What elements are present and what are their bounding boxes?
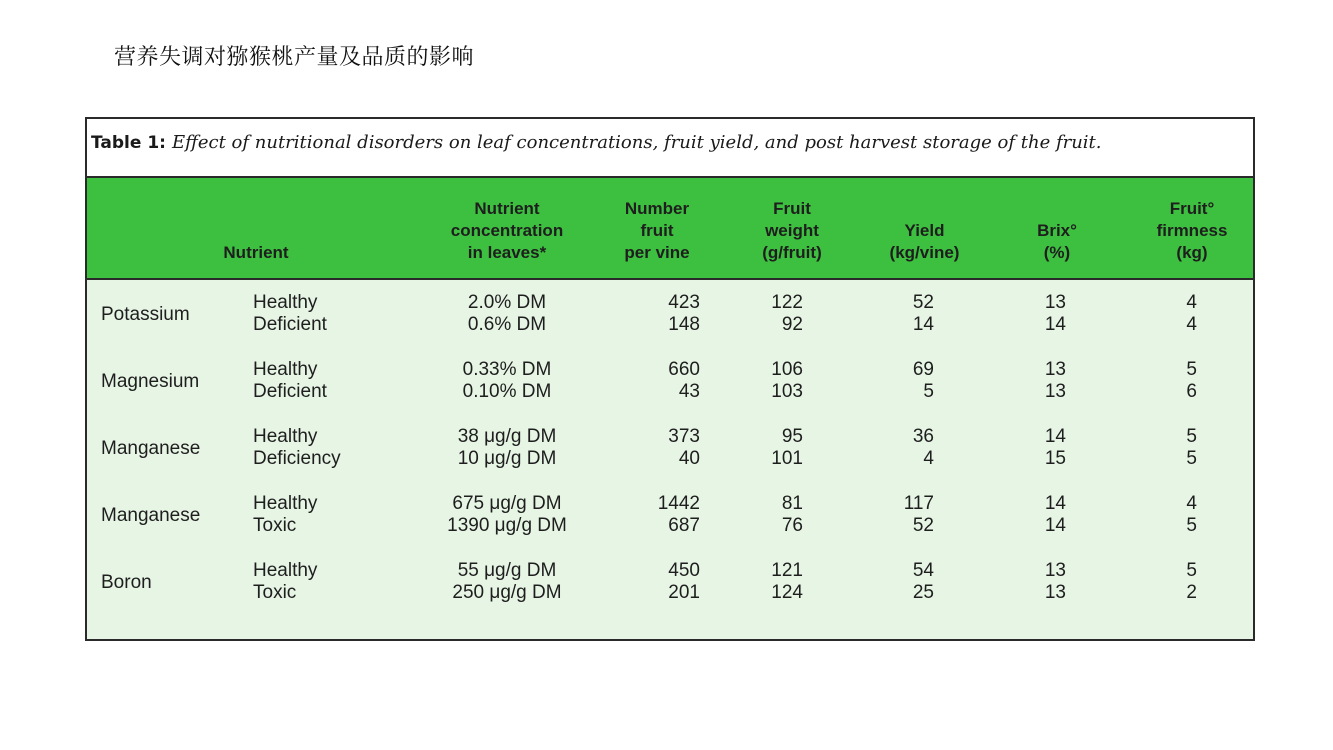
firmness-cell: 2 [1186,582,1197,603]
status-cell: Deficiency [253,448,341,469]
concentration-cell: 0.10% DM [462,381,552,402]
status-cell: Healthy [253,359,318,380]
number-fruit-cell: 423 [668,292,700,313]
firmness-cell: 5 [1186,426,1197,447]
yield-cell: 69 [912,359,934,380]
firmness-cell: 5 [1186,448,1197,469]
caption-text: Effect of nutritional disorders on leaf concentrations, fruit yield, and post harvest storage of the fruit. [171,132,1102,153]
yield-cell: 5 [923,381,934,402]
header-firmness: Fruit° firmness (kg) [1156,199,1228,262]
concentration-cell: 1390 μg/g DM [447,515,567,536]
brix-cell: 13 [1044,560,1066,581]
header-concentration: Nutrient concentration in leaves* [450,199,564,262]
nutrient-name: Manganese [101,505,201,526]
number-fruit-cell: 1442 [657,493,700,514]
firmness-cell: 5 [1186,359,1197,380]
header-fruit-weight: Fruit weight (g/fruit) [762,199,822,262]
fruit-weight-cell: 81 [781,493,803,514]
nutrition-table [85,117,1255,641]
nutrient-name: Magnesium [101,371,200,392]
brix-cell: 13 [1044,292,1066,313]
fruit-weight-cell: 124 [771,582,803,603]
nutrient-name: Manganese [101,438,201,459]
brix-cell: 14 [1044,515,1066,536]
header-brix: Brix° (%) [1037,221,1077,262]
fruit-weight-cell: 95 [781,426,803,447]
yield-cell: 54 [912,560,934,581]
firmness-cell: 5 [1186,515,1197,536]
header-nutrient: Nutrient [223,243,289,262]
header-yield: Yield (kg/vine) [889,221,960,262]
header-number-fruit: Number fruit per vine [624,199,690,262]
fruit-weight-cell: 76 [781,515,803,536]
firmness-cell: 4 [1186,292,1197,313]
number-fruit-cell: 450 [668,560,700,581]
table-header [87,176,1253,280]
status-cell: Toxic [253,582,297,603]
status-cell: Deficient [253,381,327,402]
brix-cell: 13 [1044,359,1066,380]
status-cell: Toxic [253,515,297,536]
caption-label: Table 1: [91,133,166,153]
number-fruit-cell: 687 [668,515,700,536]
fruit-weight-cell: 103 [771,381,803,402]
firmness-cell: 6 [1186,381,1197,402]
yield-cell: 52 [912,292,934,313]
number-fruit-cell: 40 [678,448,700,469]
table-caption [91,131,1102,153]
status-cell: Deficient [253,314,327,335]
brix-cell: 13 [1044,381,1066,402]
yield-cell: 52 [912,515,934,536]
concentration-cell: 38 μg/g DM [457,426,557,447]
firmness-cell: 4 [1186,314,1197,335]
firmness-cell: 4 [1186,493,1197,514]
brix-cell: 14 [1044,426,1066,447]
number-fruit-cell: 660 [668,359,700,380]
concentration-cell: 0.6% DM [467,314,547,335]
nutrient-name: Potassium [101,304,190,325]
brix-cell: 14 [1044,493,1066,514]
yield-cell: 14 [912,314,934,335]
fruit-weight-cell: 106 [771,359,803,380]
status-cell: Healthy [253,292,318,313]
brix-cell: 15 [1044,448,1066,469]
status-cell: Healthy [253,560,318,581]
firmness-cell: 5 [1186,560,1197,581]
fruit-weight-cell: 121 [771,560,803,581]
concentration-cell: 10 μg/g DM [457,448,557,469]
fruit-weight-cell: 122 [771,292,803,313]
number-fruit-cell: 373 [668,426,700,447]
fruit-weight-cell: 101 [771,448,803,469]
number-fruit-cell: 148 [668,314,700,335]
concentration-cell: 675 μg/g DM [452,493,562,514]
number-fruit-cell: 201 [668,582,700,603]
concentration-cell: 55 μg/g DM [457,560,557,581]
number-fruit-cell: 43 [678,381,700,402]
yield-cell: 4 [923,448,934,469]
yield-cell: 117 [903,493,934,514]
yield-cell: 36 [912,426,934,447]
status-cell: Healthy [253,493,318,514]
concentration-cell: 2.0% DM [467,292,547,313]
page-title: 营养失调对猕猴桃产量及品质的影响 [114,45,475,70]
status-cell: Healthy [253,426,318,447]
brix-cell: 14 [1044,314,1066,335]
fruit-weight-cell: 92 [781,314,803,335]
nutrient-name: Boron [101,572,152,593]
concentration-cell: 250 μg/g DM [452,582,562,603]
concentration-cell: 0.33% DM [462,359,552,380]
yield-cell: 25 [912,582,934,603]
brix-cell: 13 [1044,582,1066,603]
